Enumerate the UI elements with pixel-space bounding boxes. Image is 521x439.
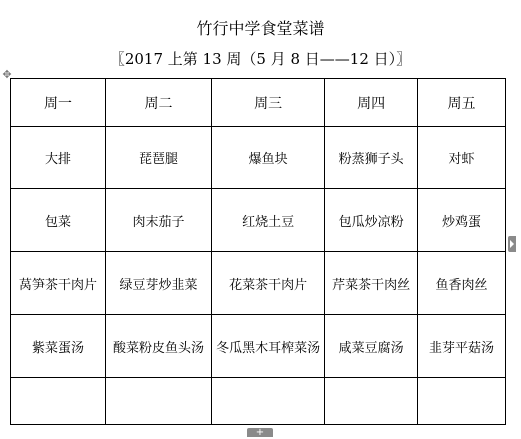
menu-table — [10, 78, 506, 425]
document-subtitle: 〖2017 上第 13 周（5 月 8 日——12 日）〗 — [109, 50, 412, 68]
header-cell-wednesday[interactable]: 周三 — [212, 79, 325, 127]
table-cell[interactable]: 绿豆芽炒韭菜 — [105, 252, 211, 315]
table-cell[interactable]: 炒鸡蛋 — [418, 189, 506, 252]
document-title: 竹行中学食堂菜谱 — [196, 19, 325, 38]
header-cell-tuesday[interactable]: 周二 — [105, 79, 211, 127]
table-row — [11, 127, 506, 189]
table-row — [11, 315, 506, 378]
table-cell[interactable]: 粉蒸狮子头 — [325, 127, 418, 189]
table-cell[interactable]: 红烧土豆 — [212, 189, 325, 252]
table-cell[interactable]: 对虾 — [418, 127, 506, 189]
table-cell[interactable]: 韭芽平菇汤 — [418, 315, 506, 378]
table-cell[interactable]: 芹菜茶干肉丝 — [325, 252, 418, 315]
table-cell[interactable] — [418, 378, 506, 425]
header-cell-friday[interactable]: 周五 — [418, 79, 506, 127]
table-header-row — [11, 79, 506, 127]
table-cell[interactable]: 冬瓜黑木耳榨菜汤 — [212, 315, 325, 378]
table-cell[interactable]: 咸菜豆腐汤 — [325, 315, 418, 378]
table-row — [11, 378, 506, 425]
table-cell[interactable]: 花菜茶干肉片 — [212, 252, 325, 315]
add-row-button[interactable]: + — [247, 428, 273, 437]
table-cell[interactable]: 包瓜炒凉粉 — [325, 189, 418, 252]
table-row — [11, 189, 506, 252]
table-cell[interactable]: 琵琶腿 — [105, 127, 211, 189]
chevron-right-icon — [510, 240, 514, 248]
table-row — [11, 252, 506, 315]
table-cell[interactable]: 酸菜粉皮鱼头汤 — [105, 315, 211, 378]
table-cell[interactable] — [325, 378, 418, 425]
table-cell[interactable] — [11, 378, 106, 425]
table-cell[interactable] — [212, 378, 325, 425]
table-cell[interactable]: 紫菜蛋汤 — [11, 315, 106, 378]
table-cell[interactable]: 肉末茄子 — [105, 189, 211, 252]
table-cell[interactable]: 包菜 — [11, 189, 106, 252]
table-cell[interactable] — [105, 378, 211, 425]
table-cell[interactable]: 鱼香肉丝 — [418, 252, 506, 315]
header-cell-thursday[interactable]: 周四 — [325, 79, 418, 127]
header-cell-monday[interactable]: 周一 — [11, 79, 106, 127]
table-cell[interactable]: 爆鱼块 — [212, 127, 325, 189]
table-move-handle-icon[interactable]: ✥ — [2, 68, 12, 81]
table-cell[interactable]: 大排 — [11, 127, 106, 189]
table-cell[interactable]: 莴笋茶干肉片 — [11, 252, 106, 315]
